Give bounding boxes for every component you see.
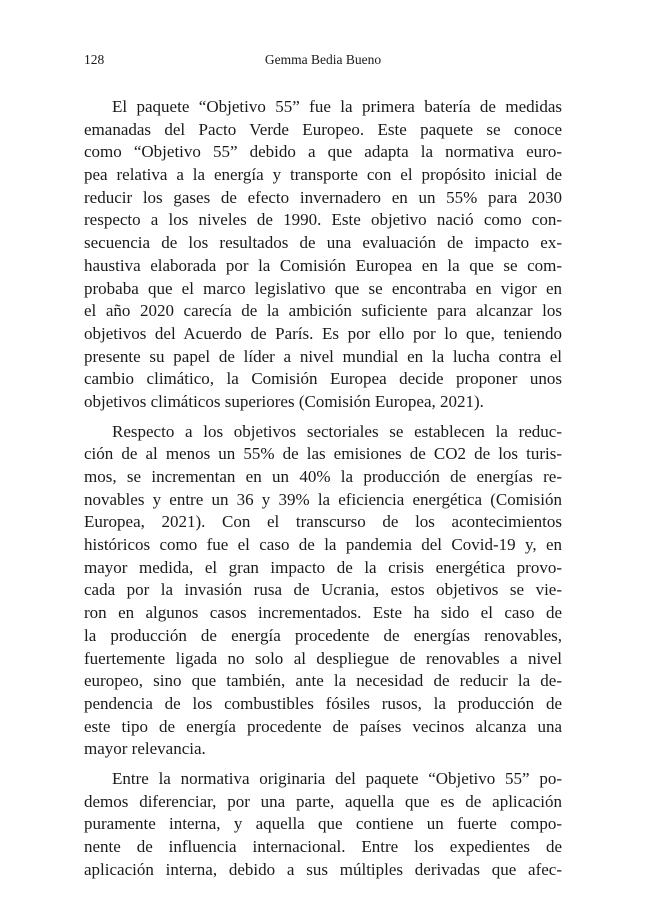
text-line: respecto a los niveles de 1990. Este objetivo nació como con- — [84, 210, 562, 230]
text-line: demos diferenciar, por una parte, aquella que es de aplicación — [84, 791, 562, 811]
text-line: presente su papel de líder a nivel mundial en la lucha contra el — [84, 346, 562, 366]
text-line: el año 2020 carecía de la ambición suficiente para alcanzar los — [84, 301, 562, 321]
text-line: probaba que el marco legislativo que se encontraba en vigor en — [84, 278, 562, 298]
paragraph — [84, 421, 562, 761]
text-line: mayor medida, el gran impacto de la crisis energética provo- — [84, 557, 562, 577]
text-line: novables y entre un 36 y 39% la eficiencia energética (Comisión — [84, 489, 562, 509]
text-line: reducir los gases de efecto invernadero en un 55% para 2030 — [84, 187, 562, 207]
text-line: como “Objetivo 55” debido a que adapta la normativa euro- — [84, 142, 562, 162]
text-line: cambio climático, la Comisión Europea decide proponer unos — [84, 369, 562, 389]
paragraph — [84, 768, 562, 881]
text-line: europeo, sino que también, ante la necesidad de reducir la de- — [84, 671, 562, 691]
text-line: objetivos climáticos superiores (Comisión Europea, 2021). — [84, 391, 484, 411]
text-line: nente de influencia internacional. Entre los expedientes de — [84, 837, 562, 856]
text-line: Europea, 2021). Con el transcurso de los acontecimientos — [84, 512, 562, 532]
text-line: cada por la invasión rusa de Ucrania, estos objetivos se vie- — [84, 580, 562, 600]
text-line: este tipo de energía procedente de países vecinos alcanza una — [84, 716, 562, 736]
running-head: Gemma Bedia Bueno — [264, 52, 382, 67]
text-line: El paquete “Objetivo 55” fue la primera batería de medidas — [112, 97, 562, 116]
text-line: pea relativa a la energía y transporte con el propósito inicial de — [84, 165, 562, 185]
text-line: emanadas del Pacto Verde Europeo. Este paquete se conoce — [84, 119, 562, 139]
text-line: objetivos del Acuerdo de París. Es por ello por lo que, teniendo — [84, 323, 562, 343]
text-line: ción de al menos un 55% de las emisiones de CO2 de los turis- — [84, 444, 562, 464]
text-line: la producción de energía procedente de energías renovables, — [84, 625, 562, 645]
text-line: pendencia de los combustibles fósiles rusos, la producción de — [84, 693, 562, 713]
page-header — [84, 52, 562, 72]
text-line: Entre la normativa originaria del paquete “Objetivo 55” po- — [112, 768, 562, 788]
text-line: puramente interna, y aquella que contiene un fuerte compo- — [84, 814, 562, 834]
text-line: mayor relevancia. — [84, 739, 206, 759]
text-line: ron en algunos casos incrementados. Este ha sido el caso de — [84, 603, 562, 623]
text-line: Respecto a los objetivos sectoriales se establecen la reduc- — [112, 421, 562, 441]
text-line: haustiva elaborada por la Comisión Europea en la que se com- — [84, 255, 562, 275]
body-text — [84, 96, 562, 888]
text-line: mos, se incrementan en un 40% la producción de energías re- — [84, 467, 562, 486]
text-line: aplicación interna, debido a sus múltiples derivadas que afec- — [84, 859, 562, 879]
text-line: fuertemente ligada no solo al despliegue de renovables a nivel — [84, 648, 562, 668]
text-line: secuencia de los resultados de una evaluación de impacto ex- — [84, 233, 562, 253]
page-number: 128 — [84, 52, 105, 67]
paragraph — [84, 96, 562, 414]
text-line: históricos como fue el caso de la pandemia del Covid-19 y, en — [84, 535, 562, 555]
